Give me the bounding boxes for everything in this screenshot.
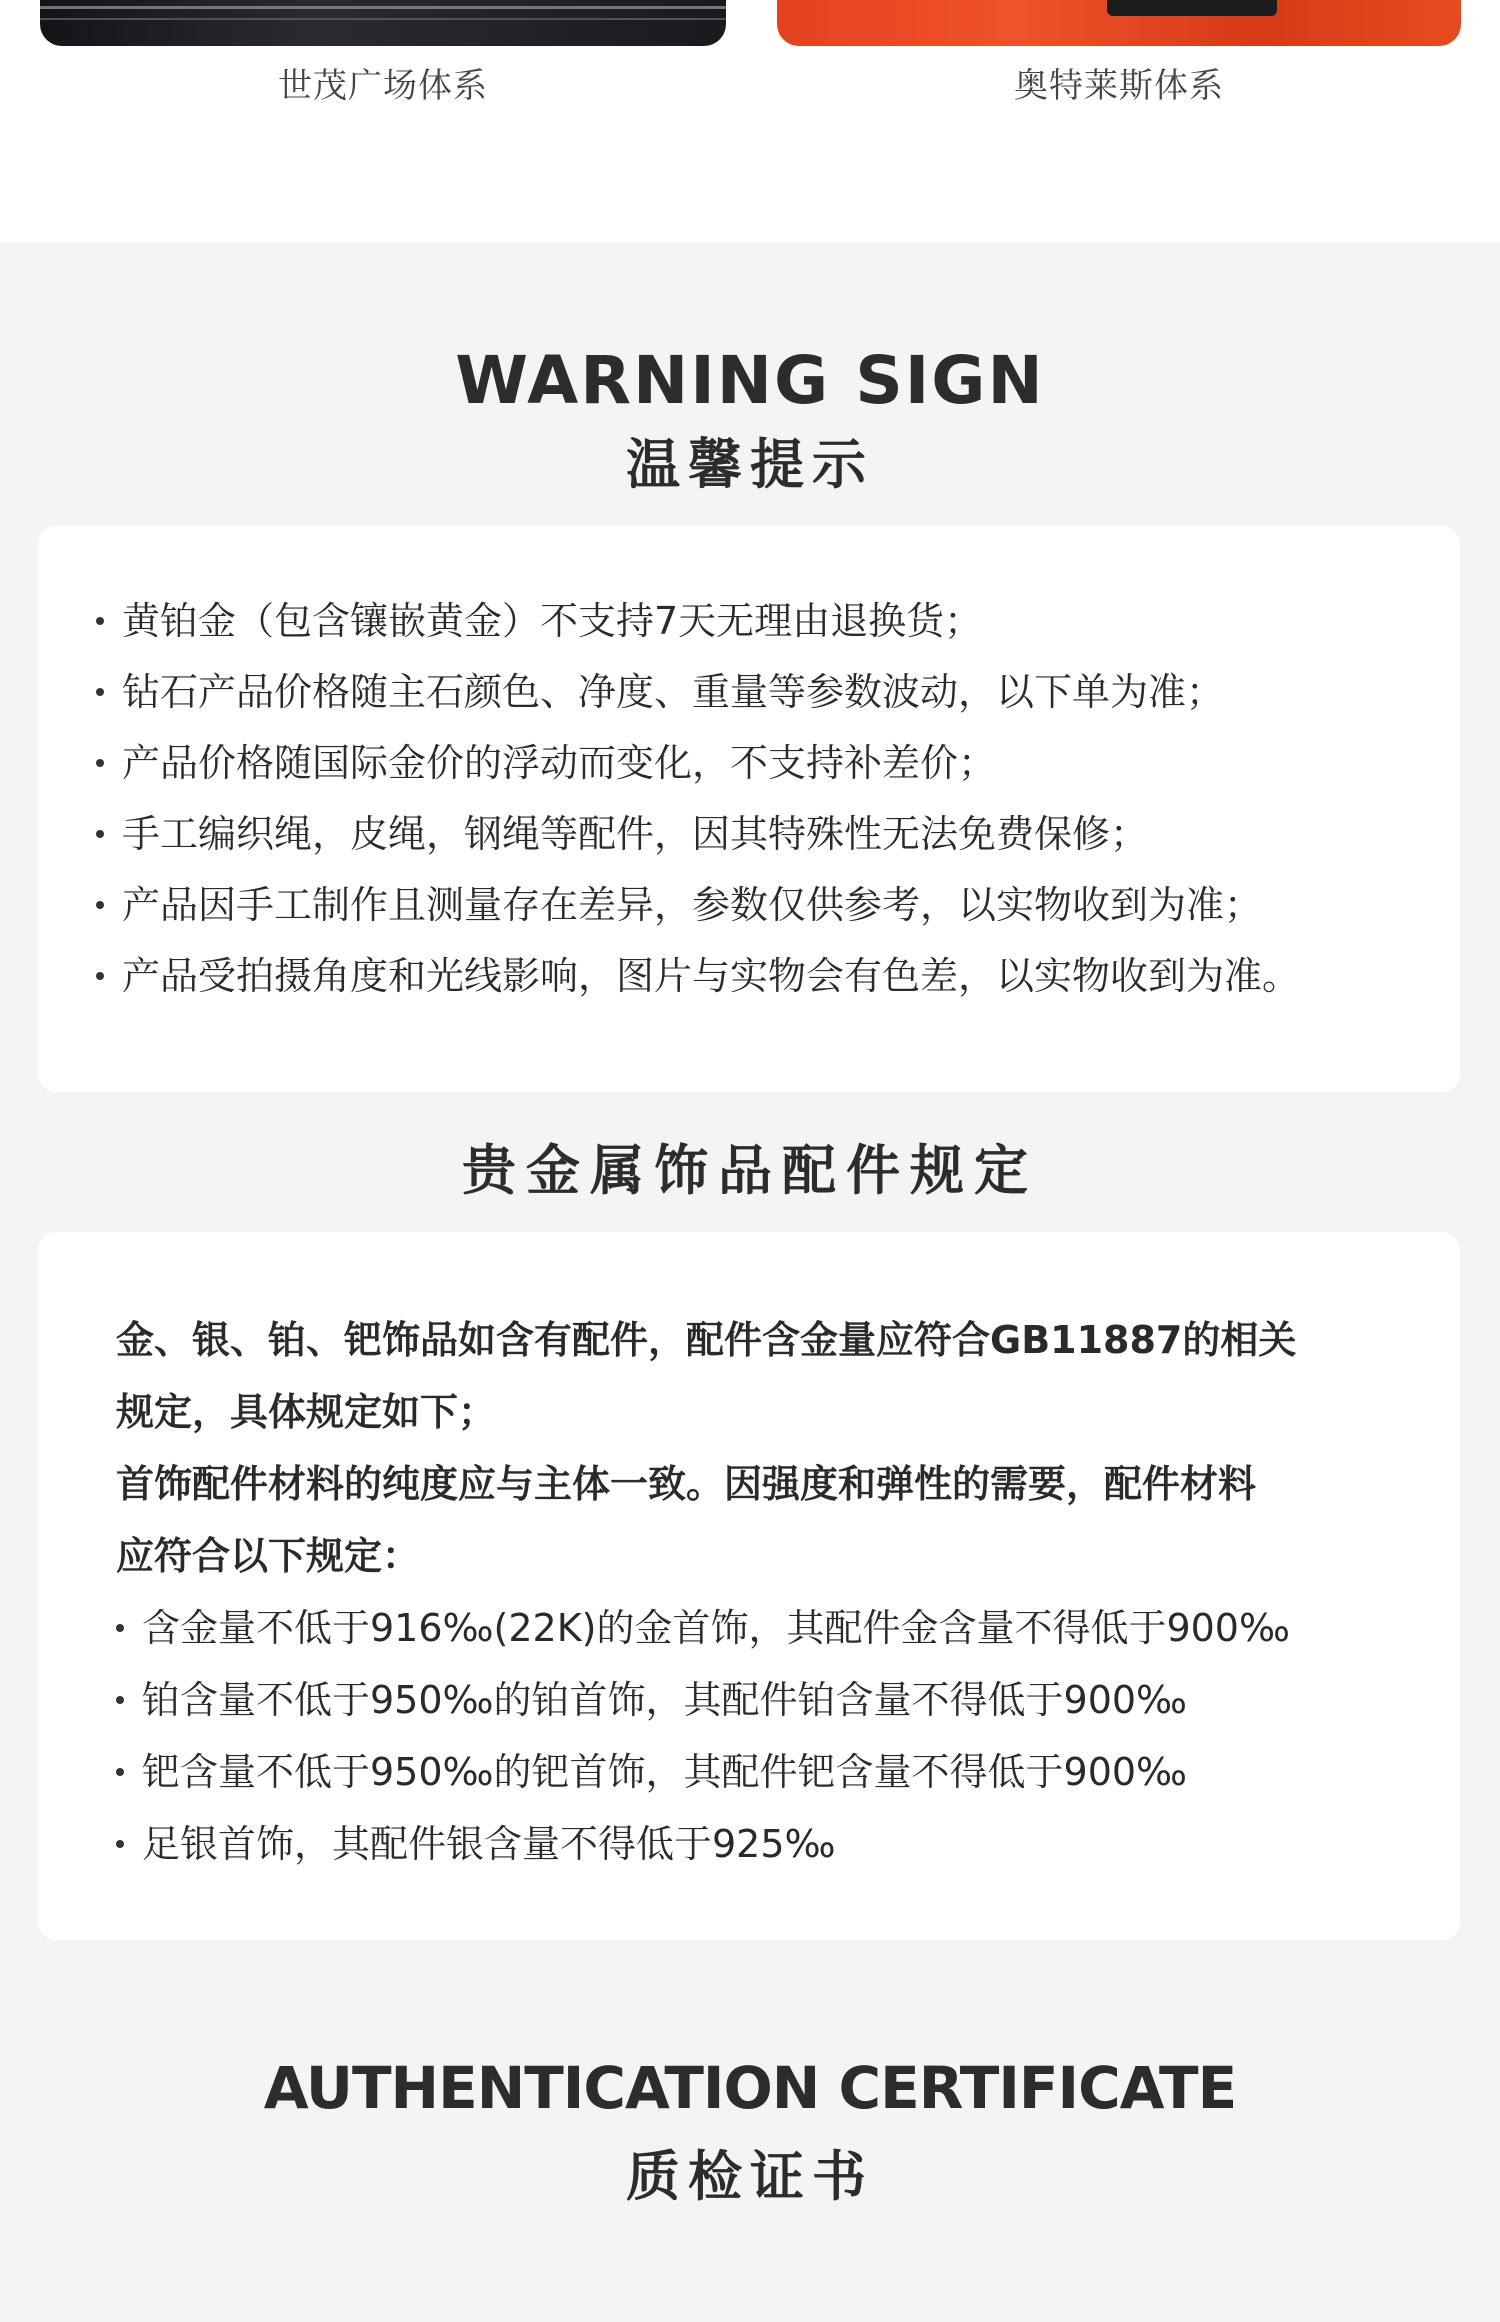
bullet-icon: [116, 1768, 124, 1776]
bullet-icon: [96, 830, 104, 838]
bullet-icon: [116, 1840, 124, 1848]
info-section: [0, 242, 1500, 2322]
list-item: 钯含量不低于950‰的钯首饰，其配件钯含量不得低于900‰: [116, 1736, 1290, 1808]
list-item: 足银首饰，其配件银含量不得低于925‰: [116, 1808, 1290, 1880]
rules-intro: [116, 1304, 1416, 1592]
partner-image-shimao[interactable]: [40, 0, 726, 46]
warning-title-cn: 温馨提示: [626, 433, 874, 496]
bullet-icon: [96, 759, 104, 767]
bullet-icon: [116, 1696, 124, 1704]
list-item: 产品价格随国际金价的浮动而变化，不支持补差价；: [96, 728, 1300, 799]
partner-caption-shimao: 世茂广场体系: [278, 66, 488, 106]
rules-card: [38, 1232, 1460, 1940]
bullet-icon: [96, 972, 104, 980]
list-item: 含金量不低于916‰(22K)的金首饰，其配件金含量不得低于900‰: [116, 1592, 1290, 1664]
warning-list: [96, 586, 1300, 1012]
rules-title: 贵金属饰品配件规定: [462, 1139, 1038, 1202]
bullet-icon: [96, 901, 104, 909]
rules-intro-line: 应符合以下规定：: [116, 1534, 421, 1578]
certificate-title-en: AUTHENTICATION CERTIFICATE: [263, 2054, 1237, 2122]
rules-list: [116, 1592, 1290, 1880]
certificate-title-cn: 质检证书: [626, 2145, 874, 2208]
partner-strip: [0, 0, 1500, 242]
list-item: 手工编织绳，皮绳，钢绳等配件，因其特殊性无法免费保修；: [96, 799, 1300, 870]
bullet-icon: [116, 1624, 124, 1632]
partner-image-outlets[interactable]: [777, 0, 1461, 46]
rules-intro-line: 首饰配件材料的纯度应与主体一致。因强度和弹性的需要，配件材料: [116, 1462, 1257, 1506]
list-item: 钻石产品价格随主石颜色、净度、重量等参数波动，以下单为准；: [96, 657, 1300, 728]
list-item: 产品因手工制作且测量存在差异，参数仅供参考，以实物收到为准；: [96, 870, 1300, 941]
partner-caption-outlets: 奥特莱斯体系: [1014, 66, 1224, 106]
rules-intro-line: 金、银、铂、钯饰品如含有配件，配件含金量应符合GB11887的相关: [116, 1318, 1297, 1362]
rules-intro-line: 规定，具体规定如下；: [116, 1390, 497, 1434]
warning-title-en: WARNING SIGN: [455, 342, 1045, 419]
list-item: 铂含量不低于950‰的铂首饰，其配件铂含量不得低于900‰: [116, 1664, 1290, 1736]
warning-card: [38, 526, 1460, 1092]
list-item: 产品受拍摄角度和光线影响，图片与实物会有色差，以实物收到为准。: [96, 941, 1300, 1012]
bullet-icon: [96, 617, 104, 625]
bullet-icon: [96, 688, 104, 696]
list-item: 黄铂金（包含镶嵌黄金）不支持7天无理由退换货；: [96, 586, 1300, 657]
